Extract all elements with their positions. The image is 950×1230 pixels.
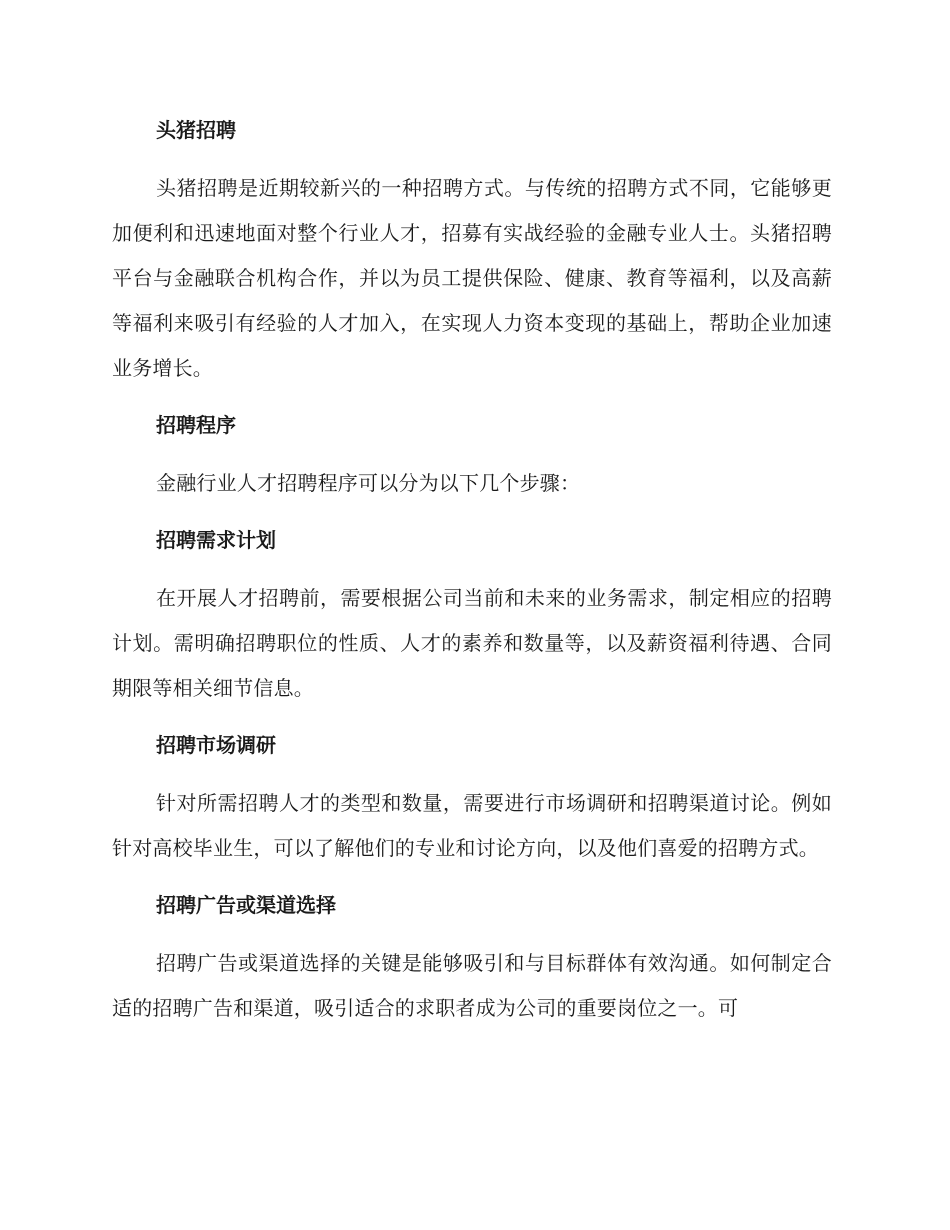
document-page: [112, 108, 832, 1043]
section-paragraph: 头猪招聘是近期较新兴的一种招聘方式。与传统的招聘方式不同，它能够更加便利和迅速地面对整个行业人才，招募有实战经验的金融专业人士。头猪招聘平台与金融联合机构合作，并以为员工提供保险、健康、教育等福利，以及高薪等福利来吸引有经验的人才加入，在实现人力资本变现的基础上，帮助企业加速业务增长。: [112, 176, 832, 380]
section-heading: 招聘广告或渠道选择: [156, 893, 336, 917]
section-paragraph: 针对所需招聘人才的类型和数量，需要进行市场调研和招聘渠道讨论。例如针对高校毕业生，可以了解他们的专业和讨论方向，以及他们喜爱的招聘方式。: [112, 791, 832, 860]
section-heading: 招聘市场调研: [156, 733, 276, 757]
section-paragraph: 招聘广告或渠道选择的关键是能够吸引和与目标群体有效沟通。如何制定合适的招聘广告和渠道，吸引适合的求职者成为公司的重要岗位之一。可: [112, 951, 832, 1020]
section-heading: 招聘程序: [156, 413, 236, 437]
section-paragraph: 金融行业人才招聘程序可以分为以下几个步骤：: [156, 471, 581, 495]
section-paragraph: 在开展人才招聘前，需要根据公司当前和未来的业务需求，制定相应的招聘计划。需明确招聘职位的性质、人才的素养和数量等，以及薪资福利待遇、合同期限等相关细节信息。: [112, 586, 832, 700]
section-heading: 招聘需求计划: [156, 528, 276, 552]
section-heading: 头猪招聘: [156, 118, 236, 142]
